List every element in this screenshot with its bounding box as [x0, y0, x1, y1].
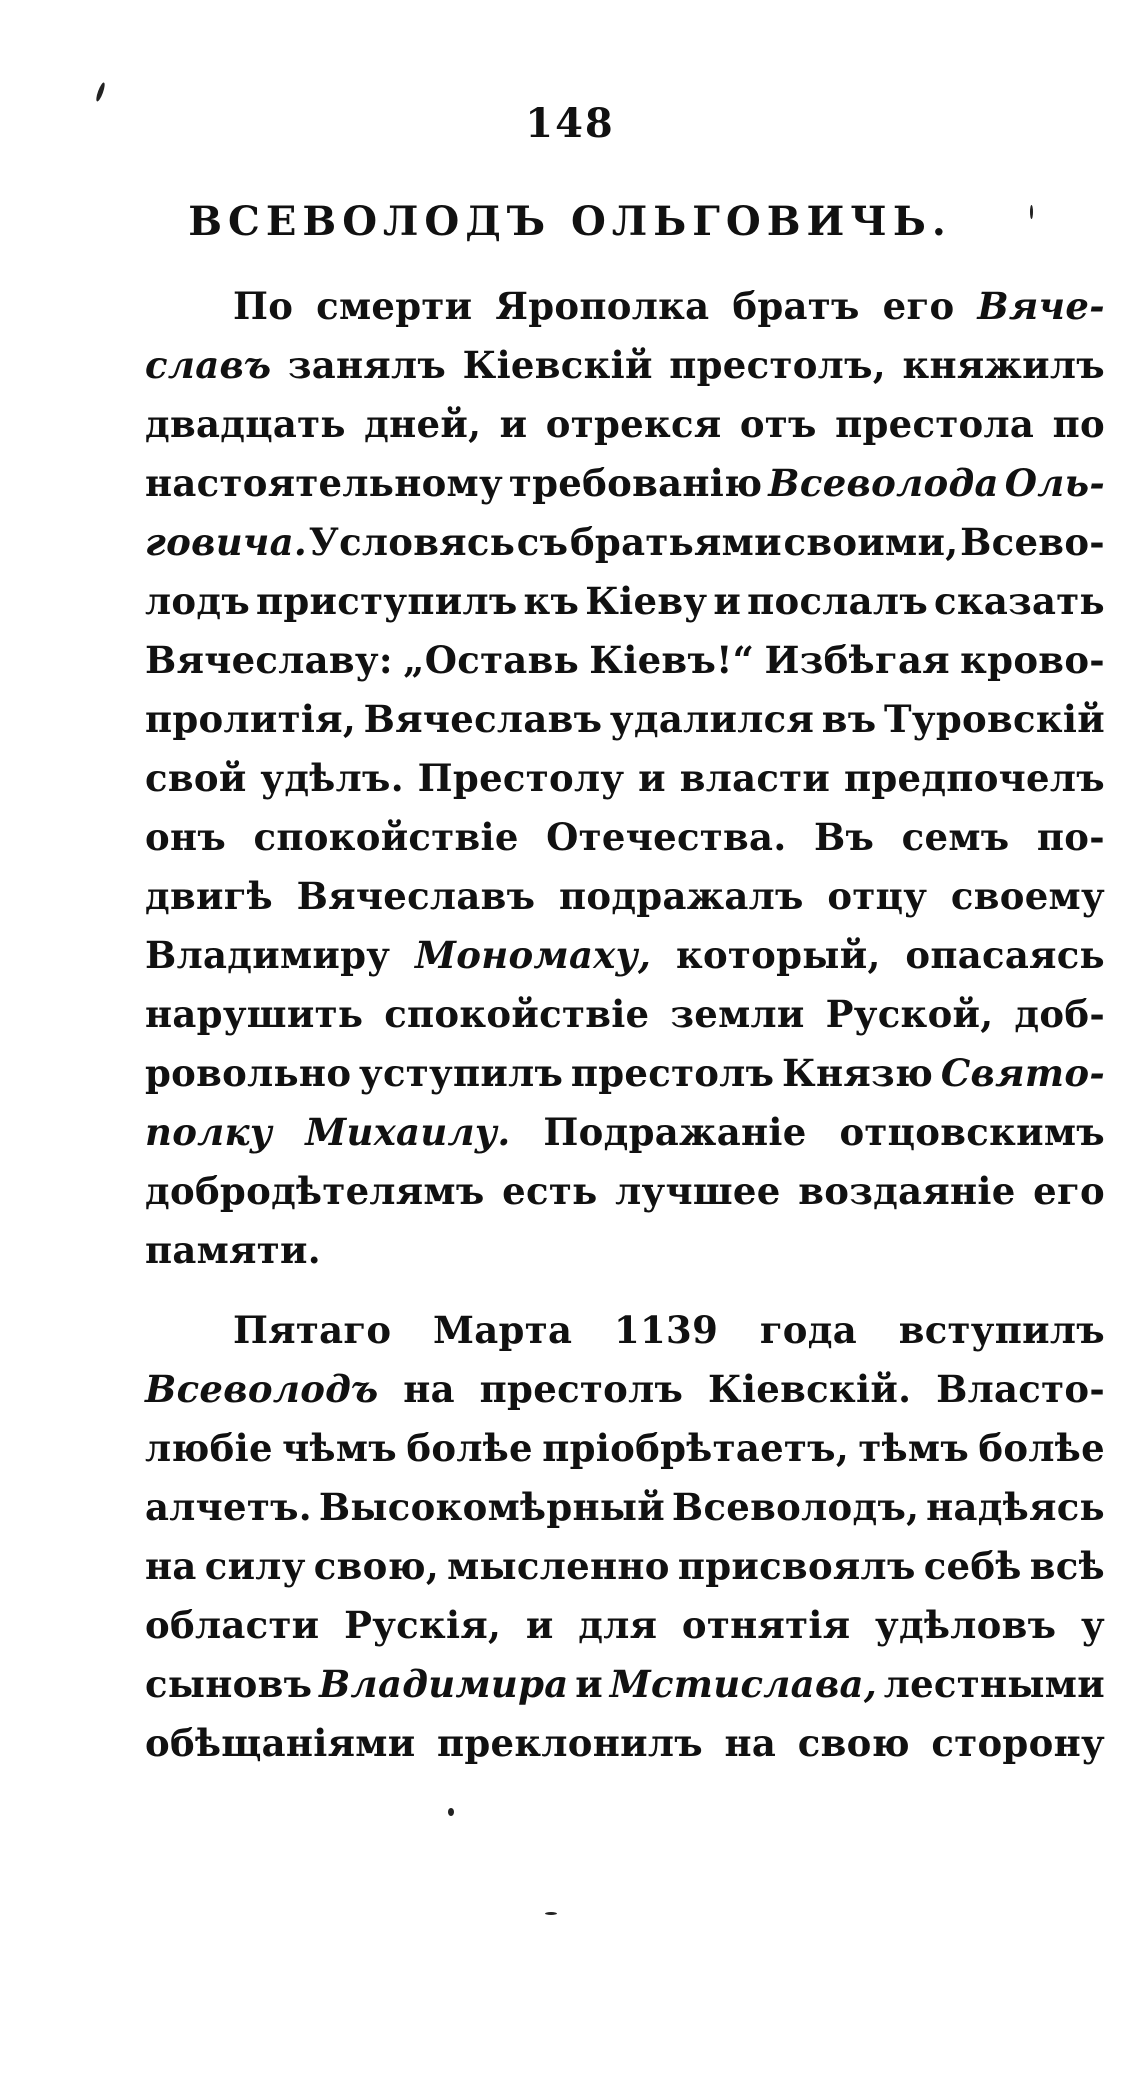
word: Кіеву — [585, 579, 708, 623]
word: Рускія, — [344, 1603, 502, 1647]
word: нарушить — [145, 992, 364, 1036]
text-line — [145, 579, 1105, 638]
word: и — [525, 1603, 554, 1647]
word: Избѣгая — [764, 638, 950, 682]
word: Всеволодъ, — [671, 1485, 920, 1529]
word: съ — [516, 520, 569, 564]
word: чѣмъ — [282, 1426, 397, 1470]
word: своему — [950, 874, 1105, 918]
word: подражалъ — [558, 874, 804, 918]
word: Вячеславъ — [363, 697, 603, 741]
scan-speck — [1030, 205, 1033, 219]
word: уступилъ — [358, 1051, 564, 1095]
word: Свято- — [940, 1051, 1105, 1095]
word: мысленно — [447, 1544, 670, 1588]
text-line — [145, 1169, 1105, 1228]
word: и — [499, 402, 528, 446]
word: силу — [204, 1544, 306, 1588]
word: Руской, — [825, 992, 994, 1036]
word: требованію — [508, 461, 763, 505]
text-line — [145, 1603, 1105, 1662]
word: свою — [797, 1721, 910, 1765]
word: вступилъ — [898, 1308, 1105, 1352]
word: спокойствіе — [384, 992, 650, 1036]
word: въ — [821, 697, 877, 741]
word: Владимиру — [145, 933, 391, 977]
word: престолъ — [570, 1051, 775, 1095]
word: отрекся — [545, 402, 722, 446]
text-line — [145, 402, 1105, 461]
word: по — [1052, 402, 1105, 446]
word: воздаяніе — [798, 1169, 1016, 1213]
word: Пятаго — [233, 1308, 392, 1352]
word: Михаилу. — [305, 1110, 511, 1154]
word: болѣе — [406, 1426, 533, 1470]
text-line — [145, 1367, 1105, 1426]
word: лестными — [883, 1662, 1105, 1706]
word: смерти — [316, 284, 473, 328]
word: удѣлъ. — [260, 756, 404, 800]
word: Ярополка — [495, 284, 710, 328]
word: Кіевскій. — [707, 1367, 912, 1411]
text-line — [145, 933, 1105, 992]
text-line — [145, 520, 1105, 579]
word: на — [403, 1367, 455, 1411]
word: у — [1081, 1603, 1105, 1647]
text-line — [145, 1228, 1105, 1287]
word: опасаясь — [905, 933, 1105, 977]
word: Всево- — [960, 520, 1105, 564]
word: отцовскимъ — [839, 1110, 1105, 1154]
word: Престолу — [417, 756, 625, 800]
word: Мономаху, — [415, 933, 652, 977]
word: сторону — [931, 1721, 1105, 1765]
word: Оль- — [1004, 461, 1105, 505]
word: по- — [1036, 815, 1105, 859]
word: спокойствіе — [253, 815, 519, 859]
word: Высокомѣрный — [318, 1485, 666, 1529]
word: Всеволода — [768, 461, 999, 505]
word: себѣ — [923, 1544, 1022, 1588]
text-line — [145, 1721, 1105, 1780]
text-line — [145, 697, 1105, 756]
word: его — [882, 284, 955, 328]
text-line — [145, 638, 1105, 697]
word: преклонилъ — [437, 1721, 703, 1765]
word: для — [578, 1603, 658, 1647]
word: и — [575, 1662, 604, 1706]
word: ровольно — [145, 1051, 352, 1095]
word: крово- — [960, 638, 1105, 682]
word: Власто- — [936, 1367, 1105, 1411]
word: есть — [502, 1169, 598, 1213]
word: къ — [523, 579, 580, 623]
word: памяти. — [145, 1228, 321, 1272]
page-number: 148 — [525, 100, 615, 147]
word: Мстислава, — [609, 1662, 877, 1706]
word: Кіевскій — [462, 343, 653, 387]
text-line — [145, 1051, 1105, 1110]
text-line — [145, 992, 1105, 1051]
word: свой — [145, 756, 247, 800]
paragraph-1 — [145, 284, 1105, 1287]
word: удалился — [609, 697, 815, 741]
text-line — [145, 874, 1105, 933]
word: всѣ — [1029, 1544, 1105, 1588]
word: Условясь — [308, 520, 516, 564]
text-line — [145, 284, 1105, 343]
text-line — [145, 343, 1105, 402]
word: пролитія, — [145, 697, 357, 741]
word: болѣе — [978, 1426, 1105, 1470]
word: пріобрѣтаетъ, — [542, 1426, 850, 1470]
text-line — [145, 815, 1105, 874]
word: настоятельному — [145, 461, 503, 505]
word: 1139 — [613, 1308, 719, 1352]
word: отъ — [739, 402, 817, 446]
word: полку — [145, 1110, 273, 1154]
word: сыновъ — [145, 1662, 313, 1706]
word: сказать — [933, 579, 1105, 623]
word: славъ — [145, 343, 272, 387]
word: Владимира — [318, 1662, 569, 1706]
word: удѣловъ — [875, 1603, 1057, 1647]
word: доб- — [1014, 992, 1105, 1036]
word: занялъ — [287, 343, 447, 387]
word: онъ — [145, 815, 227, 859]
word: Князю — [782, 1051, 934, 1095]
text-line — [145, 1662, 1105, 1721]
word: своими, — [783, 520, 959, 564]
word: и — [713, 579, 742, 623]
chapter-title: ВСЕВОЛОДЪ ОЛЬГОВИЧЬ. — [188, 198, 952, 245]
word: престолъ — [479, 1367, 684, 1411]
word: обѣщаніями — [145, 1721, 416, 1765]
word: и — [638, 756, 666, 800]
word: Вячеславъ — [296, 874, 536, 918]
scan-speck — [545, 1912, 557, 1915]
word: его — [1033, 1169, 1105, 1213]
word: братьями — [569, 520, 782, 564]
word: приступилъ — [256, 579, 518, 623]
word: двигѣ — [145, 874, 274, 918]
word: По — [233, 284, 294, 328]
word: лодъ — [145, 579, 251, 623]
word: Подражаніе — [543, 1110, 807, 1154]
word: который, — [675, 933, 881, 977]
text-line — [145, 1308, 1105, 1367]
word: княжилъ — [902, 343, 1105, 387]
word: области — [145, 1603, 320, 1647]
word: лучшее — [615, 1169, 781, 1213]
word: земли — [670, 992, 805, 1036]
word: года — [759, 1308, 858, 1352]
word: Вяче- — [977, 284, 1105, 328]
word: братъ — [732, 284, 860, 328]
text-line — [145, 1426, 1105, 1485]
text-line — [145, 1544, 1105, 1603]
word: престолъ, — [669, 343, 886, 387]
text-line — [145, 1485, 1105, 1544]
word: надѣясь — [926, 1485, 1105, 1529]
word: Туровскій — [884, 697, 1105, 741]
paragraph-2 — [145, 1308, 1105, 1780]
text-line — [145, 1110, 1105, 1169]
word: свою, — [313, 1544, 440, 1588]
word: послалъ — [747, 579, 928, 623]
word: добродѣтелямъ — [145, 1169, 485, 1213]
word: Вячеславу: — [145, 638, 393, 682]
word: присвоялъ — [677, 1544, 916, 1588]
word: Всеволодъ — [145, 1367, 379, 1411]
text-line — [145, 461, 1105, 520]
word: отнятія — [681, 1603, 851, 1647]
word: тѣмъ — [858, 1426, 970, 1470]
scan-speck — [448, 1808, 454, 1816]
word: говича. — [145, 520, 308, 564]
word: алчетъ. — [145, 1485, 312, 1529]
word: „Оставь — [403, 638, 580, 682]
word: Отечества. — [546, 815, 787, 859]
word: предпочелъ — [843, 756, 1105, 800]
word: престола — [835, 402, 1035, 446]
word: на — [724, 1721, 777, 1765]
word: Марта — [433, 1308, 573, 1352]
word: на — [145, 1544, 197, 1588]
text-line — [145, 756, 1105, 815]
word: власти — [679, 756, 831, 800]
word: Въ — [813, 815, 875, 859]
word: любіе — [145, 1426, 273, 1470]
word: дней, — [364, 402, 482, 446]
word: отцу — [827, 874, 928, 918]
word: двадцать — [145, 402, 346, 446]
word: семъ — [901, 815, 1010, 859]
word: Кіевъ!“ — [589, 638, 755, 682]
